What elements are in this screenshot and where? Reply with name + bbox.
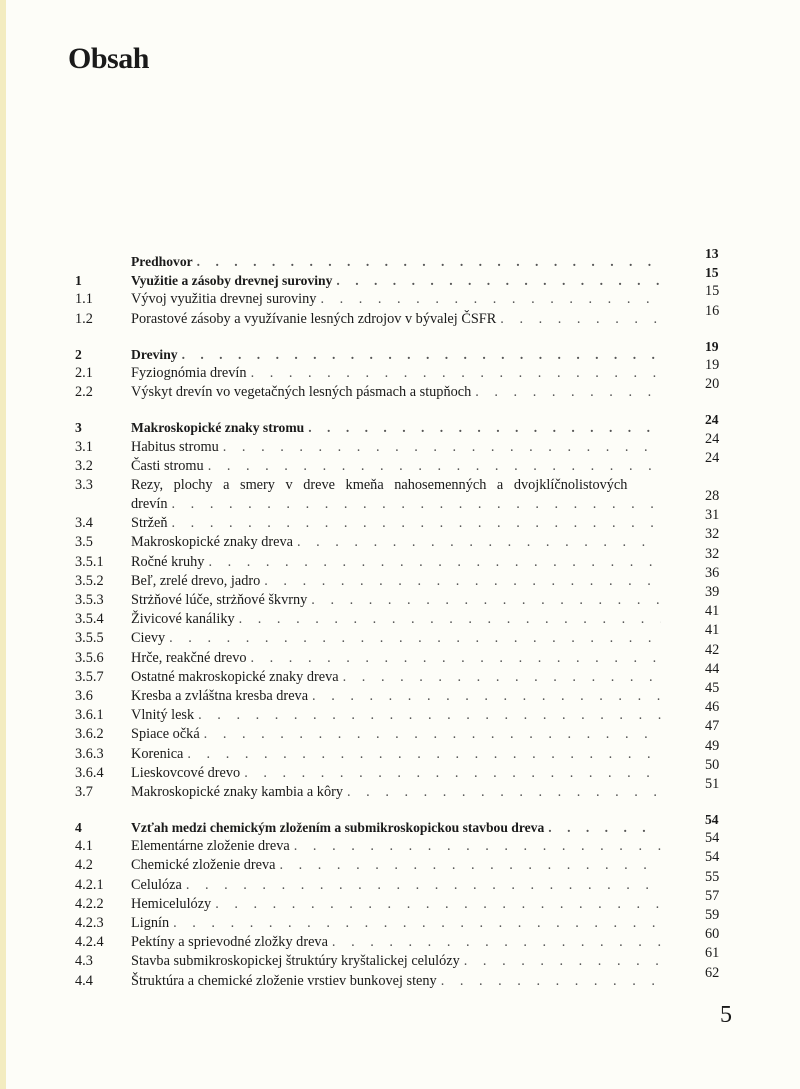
- dot-leader: [251, 649, 662, 668]
- section-title-text: Ostatné makroskopické znaky dreva: [131, 668, 343, 687]
- toc-entry[interactable]: [75, 756, 725, 783]
- table-of-contents: [75, 246, 725, 1007]
- page-reference: 45: [705, 679, 720, 696]
- page-reference: 20: [705, 376, 720, 393]
- section-number: 4.2.3: [75, 915, 104, 931]
- section-title: [131, 514, 661, 533]
- page-reference: 49: [705, 737, 720, 754]
- section-title-text: Dreviny: [131, 345, 182, 364]
- page-reference: 50: [705, 756, 720, 773]
- page-reference: 24: [705, 449, 720, 466]
- dot-leader: [186, 876, 661, 895]
- toc-entry[interactable]: [75, 660, 725, 687]
- section-title-text: Korenica: [131, 745, 187, 764]
- section-number: 1.1: [75, 291, 93, 308]
- page-reference: 32: [705, 545, 720, 562]
- section-number: 4: [75, 820, 82, 836]
- page-reference: 15: [705, 265, 719, 281]
- toc-entry[interactable]: [75, 887, 725, 914]
- toc-group: [75, 412, 725, 802]
- toc-entry[interactable]: [75, 603, 725, 629]
- toc-entry[interactable]: [75, 283, 725, 309]
- section-title-text: Chemické zloženie dreva: [131, 856, 279, 875]
- dot-leader: [311, 591, 661, 610]
- section-title: [131, 533, 661, 552]
- section-number: 3.4: [75, 515, 93, 532]
- toc-entry[interactable]: [75, 302, 725, 329]
- toc-entry[interactable]: [75, 507, 725, 533]
- section-title: [131, 725, 661, 744]
- toc-entry[interactable]: [75, 356, 725, 383]
- section-number: 4.1: [75, 838, 93, 855]
- section-title: [131, 572, 661, 591]
- section-title-text: Beľ, zrelé drevo, jadro: [131, 572, 264, 591]
- section-title-text: Predhovor: [131, 252, 197, 271]
- page-reference: 15: [705, 283, 720, 300]
- section-title-text: Využitie a zásoby drevnej suroviny: [131, 271, 336, 290]
- page-reference: 41: [705, 603, 720, 620]
- section-title-text: Makroskopické znaky kambia a kôry: [131, 783, 347, 802]
- section-title: [131, 457, 661, 476]
- page-edge: [0, 0, 6, 1089]
- toc-entry[interactable]: [75, 376, 725, 402]
- dot-leader: [251, 364, 661, 383]
- section-title: [131, 383, 661, 402]
- dot-leader: [169, 629, 661, 648]
- section-title: [131, 495, 661, 514]
- section-title: [131, 668, 661, 687]
- section-title: [131, 591, 661, 610]
- page-reference: 13: [705, 246, 719, 261]
- section-title-text: Celulóza: [131, 876, 186, 895]
- dot-leader: [182, 345, 661, 364]
- toc-entry[interactable]: [75, 849, 725, 875]
- section-title: [131, 271, 661, 290]
- page-reference: 24: [705, 412, 719, 428]
- page-reference: 42: [705, 641, 720, 658]
- section-title: [131, 856, 661, 875]
- section-title: [131, 818, 661, 837]
- dot-leader: [294, 837, 661, 856]
- page-reference: 31: [705, 507, 720, 524]
- dot-leader: [475, 383, 661, 402]
- dot-leader: [173, 914, 661, 933]
- toc-entry[interactable]: [75, 430, 725, 457]
- section-title-text: Výskyt drevín vo vegetačných lesných pásmach a stupňoch: [131, 383, 475, 402]
- dot-leader: [336, 271, 661, 290]
- section-title-text: Ročné kruhy: [131, 553, 208, 572]
- dot-leader: [208, 457, 661, 476]
- section-title-text: Vývoj využitia drevnej suroviny: [131, 290, 320, 309]
- page-reference: 61: [705, 945, 720, 962]
- dot-leader: [204, 725, 661, 744]
- dot-leader: [500, 310, 661, 329]
- section-title: [131, 895, 661, 914]
- dot-leader: [548, 818, 661, 837]
- toc-entry[interactable]: [75, 679, 725, 706]
- section-title-text: Stavba submikroskopickej štruktúry kryštalickej celulózy: [131, 952, 464, 971]
- dot-leader: [223, 438, 661, 457]
- dot-leader: [187, 745, 661, 764]
- toc-entry[interactable]: [75, 564, 725, 591]
- section-number: 3.1: [75, 438, 93, 455]
- section-title-text: Spiace očká: [131, 725, 204, 744]
- toc-entry[interactable]: [75, 737, 725, 764]
- section-number: 1.2: [75, 310, 93, 327]
- section-number: 2.1: [75, 364, 93, 381]
- toc-entry[interactable]: [75, 488, 725, 514]
- toc-entry[interactable]: [75, 526, 725, 552]
- toc-entry[interactable]: [75, 412, 725, 437]
- toc-entry[interactable]: [75, 622, 725, 648]
- section-number: 4.2.2: [75, 895, 104, 912]
- toc-entry[interactable]: [75, 907, 725, 933]
- section-title: [131, 345, 661, 364]
- section-number: 4.2.1: [75, 876, 104, 893]
- toc-entry[interactable]: [75, 964, 725, 991]
- dot-leader: [332, 933, 661, 952]
- section-title-text: Vzťah medzi chemickým zložením a submikroskopickou stavbou dreva: [131, 818, 548, 837]
- dot-leader: [308, 418, 661, 437]
- dot-leader: [343, 668, 661, 687]
- page-reference: 39: [705, 584, 720, 600]
- section-number: 3.5.1: [75, 553, 104, 570]
- toc-entry[interactable]: [75, 699, 725, 725]
- dot-leader: [297, 533, 661, 552]
- page-reference: 44: [705, 660, 720, 677]
- section-title-text: Cievy: [131, 629, 169, 648]
- page-reference: 57: [705, 887, 720, 904]
- dot-leader: [197, 252, 661, 271]
- section-number: 3.5: [75, 534, 93, 551]
- section-title-text: Vlnitý lesk: [131, 706, 198, 725]
- toc-entry[interactable]: [75, 718, 725, 744]
- section-number: 3.2: [75, 457, 93, 474]
- dot-leader: [312, 687, 661, 706]
- page-reference: 54: [705, 812, 719, 828]
- page-reference: 62: [705, 964, 720, 981]
- section-number: 4.3: [75, 953, 93, 970]
- page-reference: 46: [705, 699, 720, 716]
- page-reference: 16: [705, 302, 720, 319]
- section-title: [131, 687, 661, 706]
- section-title-text: Stržeň: [131, 514, 172, 533]
- toc-entry[interactable]: [75, 641, 725, 668]
- section-title: [131, 837, 661, 856]
- page-reference: 19: [705, 356, 720, 373]
- section-number: 1: [75, 273, 82, 289]
- page-reference: 41: [705, 622, 720, 639]
- page-reference: 55: [705, 868, 720, 885]
- section-number: 3.5.5: [75, 630, 104, 647]
- section-title-text: Fyziognómia drevín: [131, 364, 251, 383]
- section-title: [131, 745, 661, 764]
- section-number: 3.5.2: [75, 572, 104, 589]
- section-number: 3.5.7: [75, 668, 104, 685]
- dot-leader: [244, 764, 661, 783]
- section-title: [131, 649, 661, 668]
- section-title: [131, 418, 661, 437]
- dot-leader: [198, 706, 661, 725]
- toc-entry[interactable]: [75, 584, 725, 610]
- page-reference: 59: [705, 907, 720, 923]
- dot-leader: [208, 553, 661, 572]
- section-title: [131, 310, 661, 329]
- section-number: 4.2: [75, 857, 93, 874]
- section-title-text: Strżňové lúče, strżňové škvrny: [131, 591, 311, 610]
- section-number: 3.6.2: [75, 726, 104, 743]
- section-number: 3.6.4: [75, 764, 104, 781]
- section-title: [131, 553, 661, 572]
- section-title: [131, 364, 661, 383]
- section-number: 3.6: [75, 687, 93, 704]
- section-title-text: Lieskovcové drevo: [131, 764, 244, 783]
- toc-entry[interactable]: [75, 338, 725, 364]
- section-title-text: Kresba a zvláštna kresba dreva: [131, 687, 312, 706]
- page-reference: 60: [705, 926, 720, 943]
- section-number: 3: [75, 420, 82, 436]
- dot-leader: [172, 514, 661, 533]
- section-number: 3.6.3: [75, 745, 104, 762]
- section-title: [131, 972, 661, 991]
- section-title-text: Rezy, plochy a smery v dreve kmeňa nahosemenných a dvojklíčnolistových: [131, 476, 631, 495]
- page-reference: 51: [705, 775, 720, 792]
- section-title: [131, 252, 661, 271]
- dot-leader: [172, 495, 661, 514]
- toc-entry[interactable]: [75, 545, 725, 572]
- toc-group: [75, 812, 725, 991]
- section-title: [131, 438, 661, 457]
- page-title: Obsah: [68, 42, 149, 75]
- page-reference: 19: [705, 338, 719, 354]
- section-number: 2.2: [75, 384, 93, 401]
- dot-leader: [464, 952, 661, 971]
- section-title: [131, 783, 661, 802]
- section-title: [131, 629, 661, 648]
- section-title-text: Hemicelulózy: [131, 895, 215, 914]
- page-reference: 36: [705, 564, 720, 581]
- dot-leader: [347, 783, 661, 802]
- toc-entry[interactable]: [75, 449, 725, 476]
- section-number: 2: [75, 346, 82, 362]
- section-title: [131, 610, 661, 629]
- toc-entry[interactable]: [75, 476, 725, 495]
- section-title: [131, 706, 661, 725]
- section-title-text: Habitus stromu: [131, 438, 223, 457]
- section-title: [131, 933, 661, 952]
- section-title-text: Štruktúra a chemické zloženie vrstiev bunkovej steny: [131, 972, 441, 991]
- section-title-text: Pektíny a sprievodné zložky dreva: [131, 933, 332, 952]
- dot-leader: [264, 572, 661, 591]
- section-title: [131, 952, 661, 971]
- section-title-text: Hrče, reakčné drevo: [131, 649, 251, 668]
- section-title: [131, 914, 661, 933]
- section-number: 4.2.4: [75, 934, 104, 951]
- toc-entry[interactable]: [75, 775, 725, 802]
- section-title-text: Makroskopické znaky stromu: [131, 418, 308, 437]
- page-reference: 54: [705, 849, 720, 866]
- section-number: 3.5.6: [75, 649, 104, 666]
- toc-group: [75, 338, 725, 403]
- section-title-text: Elementárne zloženie dreva: [131, 837, 294, 856]
- page-reference: 24: [705, 430, 720, 447]
- section-title-text: Makroskopické znaky dreva: [131, 533, 297, 552]
- section-number: 3.6.1: [75, 707, 104, 724]
- dot-leader: [441, 972, 661, 991]
- dot-leader: [320, 290, 661, 309]
- page-number: 5: [720, 1002, 732, 1028]
- section-number: 3.3: [75, 476, 93, 493]
- section-title: [131, 764, 661, 783]
- section-title-text: Porastové zásoby a využívanie lesných zdrojov v bývalej ČSFR: [131, 310, 500, 329]
- section-title-text: drevín: [131, 495, 172, 514]
- section-title: [131, 476, 661, 495]
- dot-leader: [239, 610, 661, 629]
- toc-entry[interactable]: [75, 246, 725, 271]
- toc-entry[interactable]: [75, 830, 725, 856]
- page-reference: 47: [705, 718, 720, 735]
- section-title-text: Lignín: [131, 914, 173, 933]
- page-reference: 28: [705, 488, 720, 505]
- toc-entry[interactable]: [75, 265, 725, 290]
- section-number: 4.4: [75, 972, 93, 989]
- toc-entry[interactable]: [75, 945, 725, 971]
- toc-entry[interactable]: [75, 868, 725, 895]
- section-title: [131, 876, 661, 895]
- section-title-text: Živicové kanáliky: [131, 610, 239, 629]
- section-title: [131, 290, 661, 309]
- dot-leader: [279, 856, 661, 875]
- toc-group: [75, 246, 725, 329]
- toc-entry[interactable]: [75, 812, 725, 837]
- page-reference: 32: [705, 526, 720, 543]
- page-reference: 54: [705, 830, 720, 847]
- toc-entry[interactable]: [75, 926, 725, 952]
- section-number: 3.7: [75, 783, 93, 800]
- section-title-text: Časti stromu: [131, 457, 208, 476]
- section-number: 3.5.3: [75, 592, 104, 608]
- dot-leader: [215, 895, 661, 914]
- section-number: 3.5.4: [75, 611, 104, 628]
